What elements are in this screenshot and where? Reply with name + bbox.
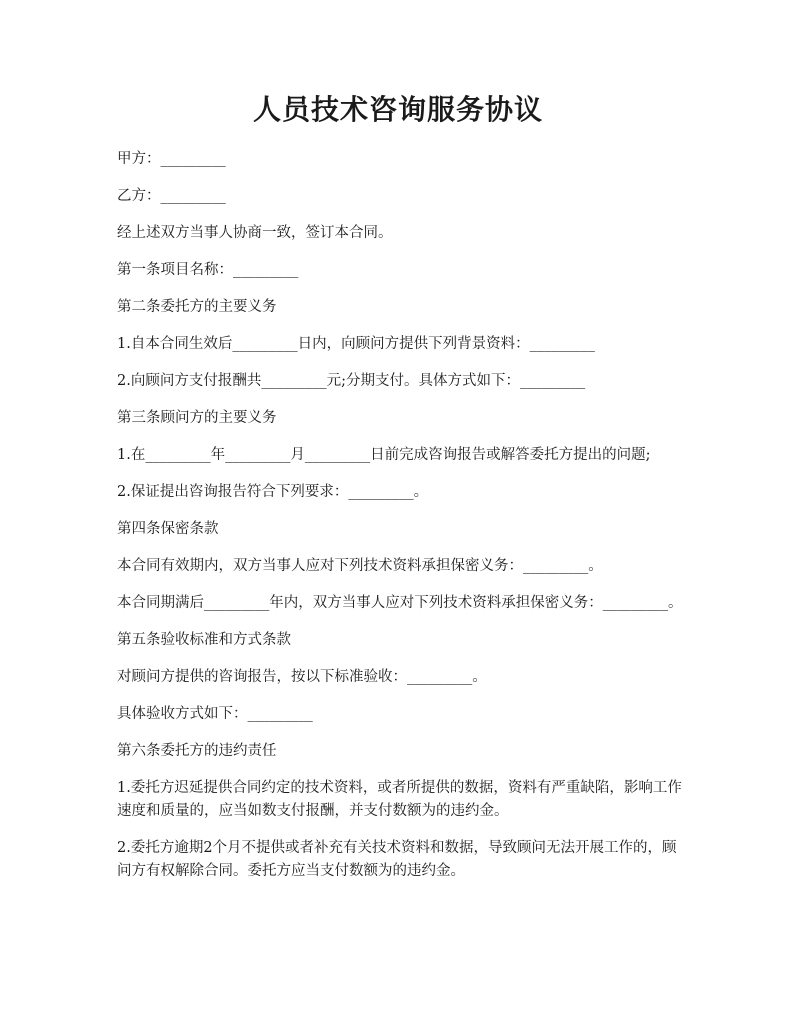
article-6-item-2: 2.委托方逾期2个月不提供或者补充有关技术资料和数据，导致顾问无法开展工作的，顾问方有权解除合同。委托方应当支付数额为的违约金。 [117,840,677,879]
article-4-clause-2: 本合同期满后_________年内，双方当事人应对下列技术资料承担保密义务：_________。 [117,595,683,611]
article-4-clause-1: 本合同有效期内，双方当事人应对下列技术资料承担保密义务：_________。 [117,558,603,574]
article-4-heading: 第四条保密条款 [117,521,219,537]
article-2-heading: 第二条委托方的主要义务 [117,299,277,315]
article-2-item-2: 2.向顾问方支付报酬共_________元;分期支付。具体方式如下：_________ [117,373,586,389]
article-3-item-1: 1.在_________年_________月_________日前完成咨询报告或解答委托方提出的问题; [117,447,651,463]
article-2-item-1: 1.自本合同生效后_________日内，向顾问方提供下列背景资料：_________ [117,336,595,352]
article-5-clause-2: 具体验收方式如下：_________ [117,706,313,722]
article-5-heading: 第五条验收标准和方式条款 [117,632,291,648]
article-3-item-2: 2.保证提出咨询报告符合下列要求：_________。 [117,484,429,500]
article-3-heading: 第三条顾问方的主要义务 [117,410,277,426]
article-6-heading: 第六条委托方的违约责任 [117,743,277,759]
document-body [117,148,683,897]
article-1-project-name: 第一条项目名称：_________ [117,262,299,278]
article-6-item-1: 1.委托方迟延提供合同约定的技术资料，或者所提供的数据，资料有严重缺陷，影响工作速度和质量的，应当如数支付报酬，并支付数额为的违约金。 [117,780,682,819]
party-b-line: 乙方：_________ [117,188,226,204]
document-title: 人员技术咨询服务协议 [252,93,543,126]
agreement-intro: 经上述双方当事人协商一致，签订本合同。 [117,225,393,241]
article-5-clause-1: 对顾问方提供的咨询报告，按以下标准验收：_________。 [117,669,487,685]
party-a-line: 甲方：_________ [117,151,226,167]
